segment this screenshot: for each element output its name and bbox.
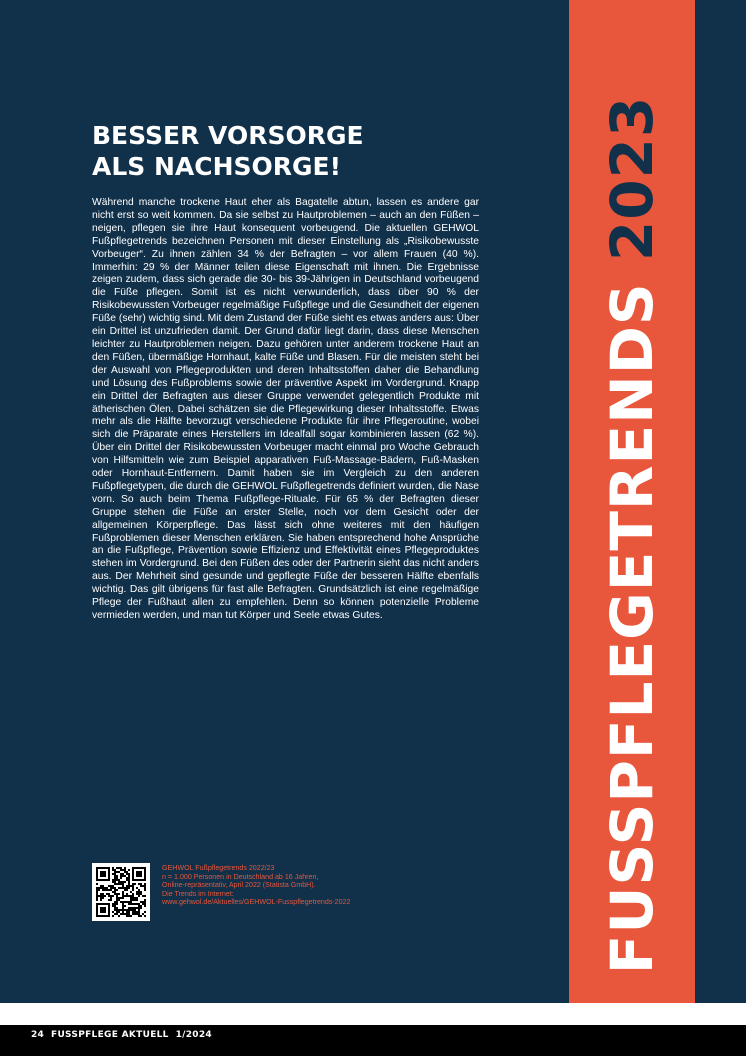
source-line-1: GEHWOL Fußpflegetrends 2022/23 — [162, 864, 275, 872]
source-line-3: Online-repräsentativ, April 2022 (Statista GmbH). — [162, 881, 316, 890]
source-line-2: n = 1.000 Personen in Deutschland ab 16 Jahren, — [162, 872, 319, 881]
source-note — [162, 864, 422, 907]
page-footer — [31, 1030, 212, 1040]
article-body: Während manche trockene Haut eher als Bagatelle abtun, lassen es andere gar nicht erst so weit kommen. Da sie selbst zu Hautproblemen – auch an den Füßen – neigen, pflegen sie ihre Haut konsequent vorbeugend. Die aktuellen GEHWOL Fußpflegetrends bezeichnen Personen mit dieser Einstellung als „Risikobewusste Vorbeuger“. Zu ihnen zählen 34 % der Befragten – vor allem Frauen (40 %). Immerhin: 29 % der Männer teilen diese Eigenschaft mit ihnen. Die Ergebnisse zeigen zudem, dass sich gerade die 30- bis 39-Jährigen in Deutschland vorbeugend die Füße pflegen. Somit ist es nicht verwunderlich, dass über 90 % der Risikobewussten Vorbeuger regelmäßige Fußpflege und die Gesundheit der eigenen Füße (sehr) wichtig sind. Mit dem Zustand der Füße sieht es etwas anders aus: Über ein Drittel ist unzufrieden damit. Der Grund dafür liegt darin, dass diese Menschen leichter zu Hautproblemen neigen. Dazu gehören unter anderem trockene Haut an den Füßen, übermäßige Hornhaut, kalte Füße und Blasen. Für die meisten steht bei der Auswahl von Pflegeprodukten und deren Inhaltsstoffen daher die Behandlung und Lösung des Fußproblems sowie der präventive Aspekt im Vordergrund. Knapp ein Drittel der Befragten aus dieser Gruppe verwendet gelegentlich Produkte mit ätherischen Ölen. Dabei schätzen sie die Pflegewirkung dieser Inhaltsstoffe. Etwas mehr als die Hälfte bevorzugt verschiedene Produkte für ihre Pflegeroutine, wobei sich die Präparate eines Herstellers im Idealfall sogar kombinieren lassen (62 %). Über ein Drittel der Risikobewussten Vorbeuger macht einmal pro Woche Gebrauch von Hilfsmitteln wie zum Beispiel apparativen Fuß-Massage-Bädern, Fuß-Masken oder Hornhaut-Entfernern. Damit haben sie im Vergleich zu den anderen Fußpflegetypen, die durch die GEHWOL Fußpflegetrends definiert wurden, die Nase vorn. So auch beim Thema Fußpflege-Rituale. Für 65 % der Befragten dieser Gruppe stehen die Füße an erster Stelle, noch vor dem Gesicht oder der allgemeinen Körperpflege. Das lässt sich ohne weiteres mit den häufigen Fußproblemen dieser Menschen erklären. Sie haben entsprechend hohe Ansprüche an die Fußpflege, Prävention sowie Effizienz und Effektivität eines Pflegeproduktes stehen im Vordergrund. Bei den Füßen des oder der Partnerin sieht das nicht anders aus. Der Mehrheit sind gesunde und gepflegte Füße der besseren Hälfte ebenfalls wichtig. Das gilt übrigens für fast alle Befragten. Grundsätzlich ist eine regelmäßige Pflege der Fußhaut allen zu empfehlen. Denn so können potenzielle Probleme vermieden werden, und man tut Körper und Seele etwas Gutes. — [92, 197, 479, 621]
side-banner-title — [598, 95, 666, 975]
source-line-4: Die Trends im Internet: — [162, 889, 234, 898]
headline-line-2: ALS NACHSORGE! — [92, 152, 342, 181]
issue-number: 1/2024 — [175, 1030, 212, 1040]
qr-code-icon[interactable] — [92, 863, 150, 921]
magazine-name: FUSSPFLEGE AKTUELL — [51, 1030, 169, 1040]
side-title-year: 2023 — [598, 95, 666, 262]
side-title-word: FUSSPFLEGETRENDS — [598, 282, 666, 975]
headline-line-1: BESSER VORSORGE — [92, 121, 364, 150]
article-headline — [92, 120, 492, 182]
page-number: 24 — [31, 1030, 45, 1040]
source-url[interactable]: www.gehwol.de/Aktuelles/GEHWOL-Fusspflegetrends-2022 — [162, 898, 351, 907]
